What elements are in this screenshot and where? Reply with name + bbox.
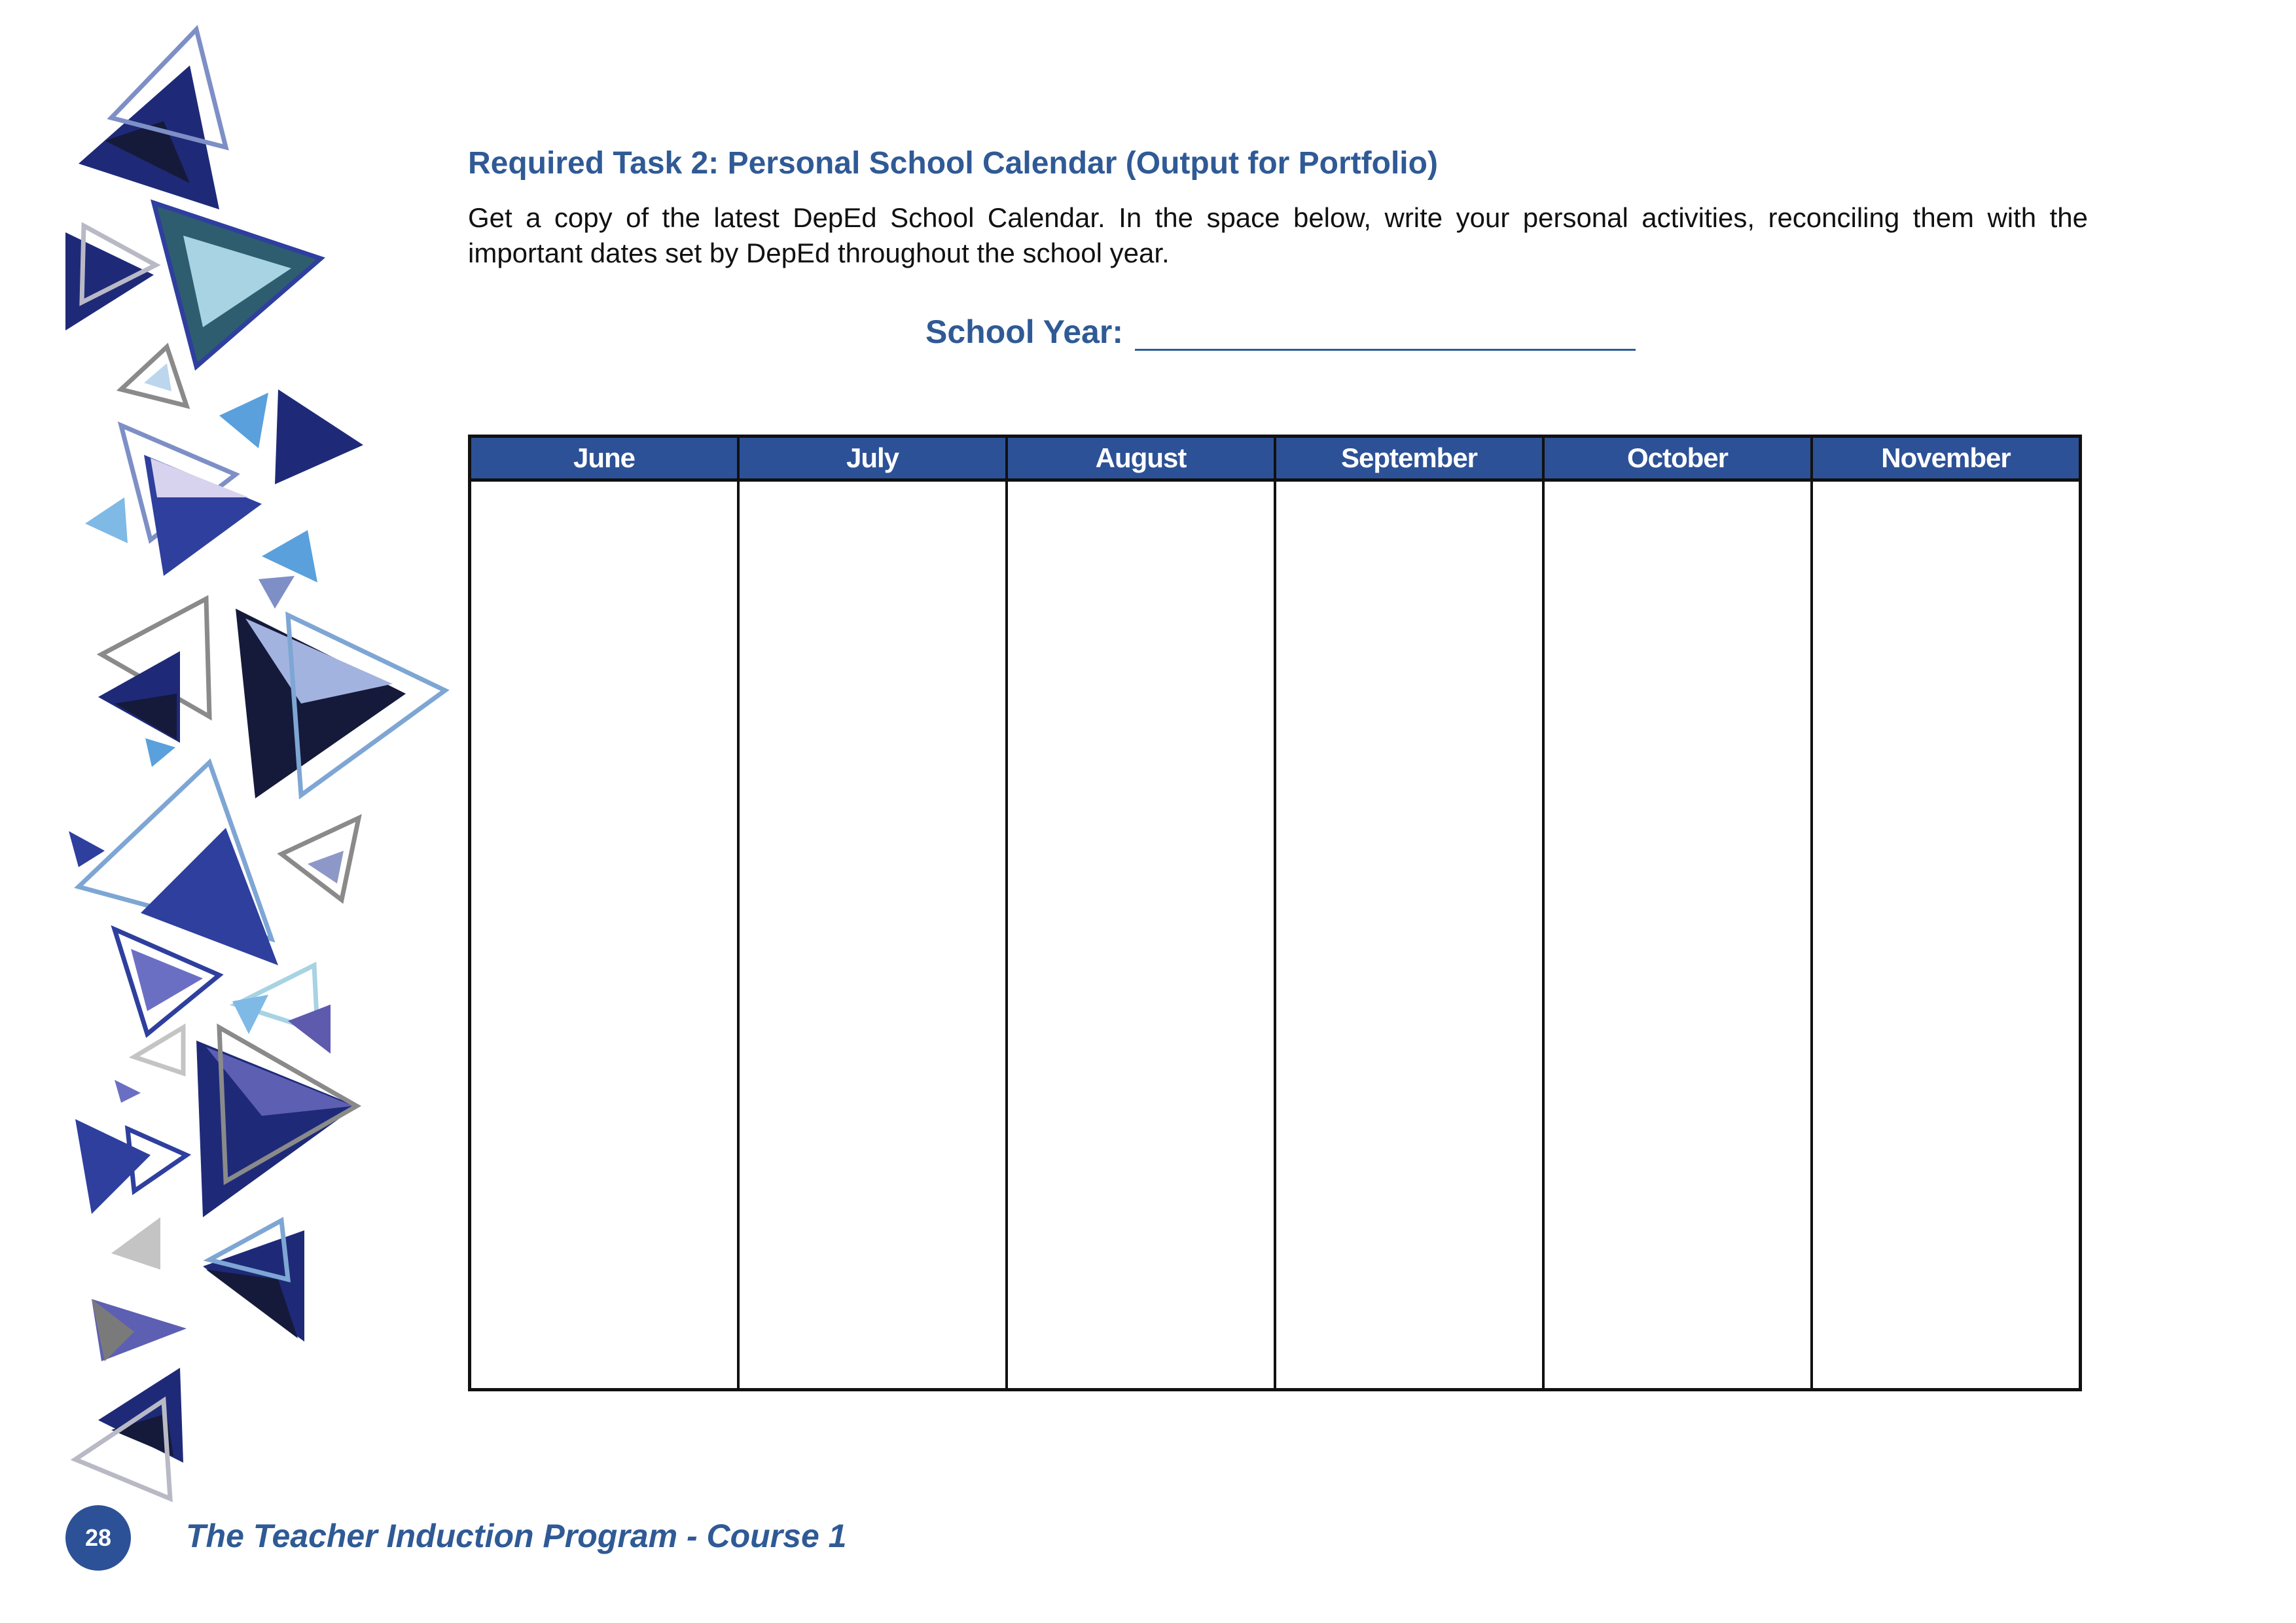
column-header: June — [471, 438, 737, 482]
triangle-outline-shape — [134, 1027, 183, 1073]
triangle-shape — [65, 232, 154, 330]
task-title: Required Task 2: Personal School Calendar (Output for Portfolio) — [468, 146, 1438, 181]
triangle-shape — [275, 389, 363, 484]
triangle-shape — [219, 393, 268, 448]
triangle-shape — [288, 1005, 331, 1054]
calendar-column-august — [1008, 438, 1276, 1388]
column-header: September — [1276, 438, 1542, 482]
triangle-shape — [131, 949, 203, 1011]
calendar-column-july — [740, 438, 1008, 1388]
calendar-column-june — [471, 438, 740, 1388]
footer-title: The Teacher Induction Program - Course 1 — [186, 1518, 847, 1554]
page-number-badge — [65, 1505, 131, 1571]
calendar-column-october — [1545, 438, 1813, 1388]
triangle-shape — [262, 530, 317, 582]
column-header: August — [1008, 438, 1274, 482]
calendar-cell[interactable] — [1276, 482, 1542, 1388]
decorative-triangles — [0, 0, 471, 1623]
school-year-field — [925, 313, 1636, 351]
calendar-cell[interactable] — [740, 482, 1005, 1388]
page-number: 28 — [84, 1524, 112, 1551]
calendar-cell[interactable] — [1545, 482, 1810, 1388]
calendar-cell[interactable] — [471, 482, 737, 1388]
triangle-shape — [144, 363, 171, 391]
triangle-shape — [69, 831, 105, 867]
triangle-shape — [259, 576, 295, 609]
calendar-cell[interactable] — [1813, 482, 2079, 1388]
triangle-shape — [115, 1080, 141, 1103]
triangle-outline-shape — [281, 818, 359, 900]
school-year-label: School Year: — [925, 313, 1123, 350]
column-header: July — [740, 438, 1005, 482]
calendar-table — [468, 435, 2082, 1391]
column-header: November — [1813, 438, 2079, 482]
triangle-shape — [85, 497, 128, 543]
school-year-blank[interactable] — [1135, 313, 1636, 351]
triangle-shape — [145, 738, 175, 767]
column-header: October — [1545, 438, 1810, 482]
task-instructions: Get a copy of the latest DepEd School Calendar. In the space below, write your personal activities, reconciling them with the important dates set by DepEd throughout the school year. — [468, 202, 2088, 268]
calendar-column-september — [1276, 438, 1545, 1388]
calendar-column-november — [1813, 438, 2079, 1388]
triangle-shape — [111, 1217, 160, 1270]
calendar-cell[interactable] — [1008, 482, 1274, 1388]
